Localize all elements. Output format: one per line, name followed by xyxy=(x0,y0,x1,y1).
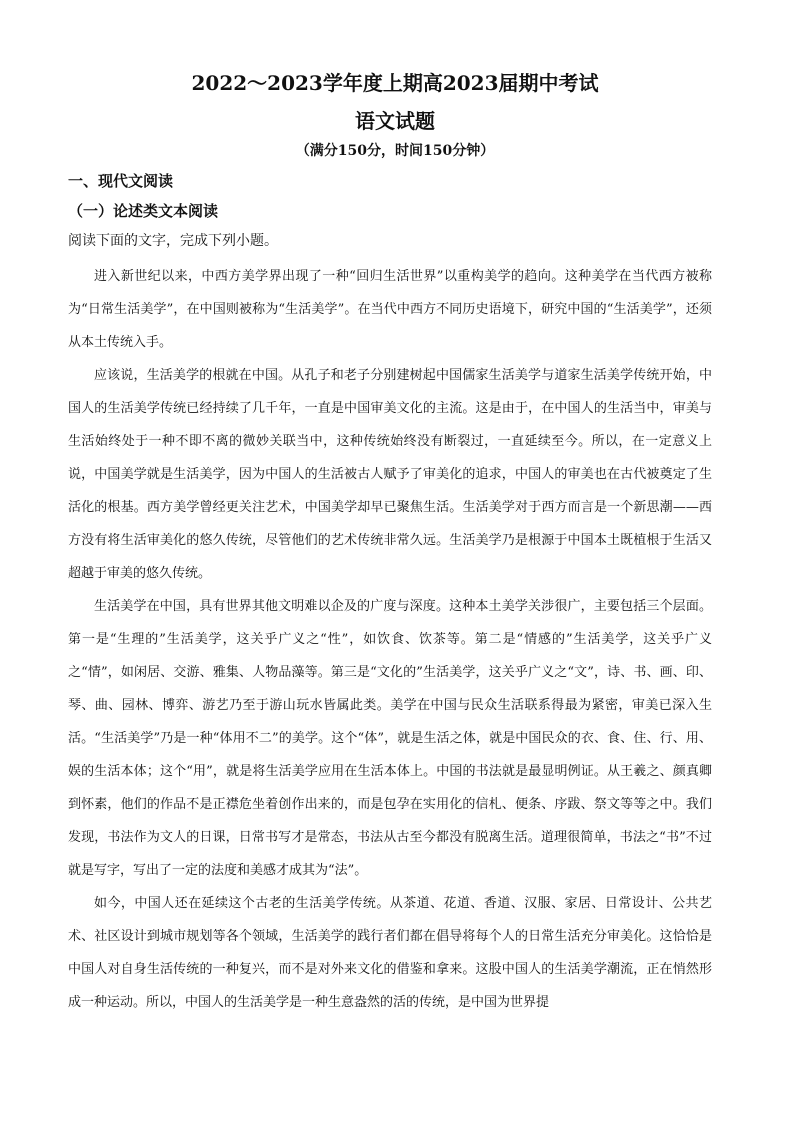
section-heading: 一、现代文阅读 xyxy=(68,172,174,190)
subsection-heading: （一）论述类文本阅读 xyxy=(68,202,219,220)
passage-paragraph: 如今，中国人还在延续这个古老的生活美学传统。从茶道、花道、香道、汉服、家居、日常设计、公共艺术、社区设计到城市规划等各个领域，生活美学的践行者们都在倡导将每个人的日常生活充分审美化。这恰恰是中国人对自身生活传统的一种复兴，而不是对外来文化的借鉴和拿来。这股中国人的生活美学潮流，正在悄然形成一种运动。所以，中国人的生活美学是一种生意盎然的活的传统，是中国为世界提 xyxy=(68,896,712,1010)
exam-score-time: （满分150分，时间150分钟） xyxy=(295,143,495,159)
passage-paragraph: 进入新世纪以来，中西方美学界出现了一种“回归生活世界”以重构美学的趋向。这种美学在当代西方被称为“日常生活美学”，在中国则被称为“生活美学”。在当代中西方不同历史语境下，研究中国的“生活美学”，还须从本土传统入手。 xyxy=(68,269,712,350)
passage-paragraph: 应该说，生活美学的根就在中国。从孔子和老子分别建树起中国儒家生活美学与道家生活美学传统开始，中国人的生活美学传统已经持续了几千年，一直是中国审美文化的主流。这是由于，在中国人的生活当中，审美与生活始终处于一种不即不离的微妙关联当中，这种传统始终没有断裂过，一直延续至今。所以，在一定意义上说，中国美学就是生活美学，因为中国人的生活被古人赋予了审美化的追求，中国人的审美也在古代被奠定了生活化的根基。西方美学曾经更关注艺术，中国美学却早已聚焦生活。生活美学对于西方而言是一个新思潮——西方没有将生活审美化的悠久传统，尽管他们的艺术传统非常久远。生活美学乃是根源于中国本土既植根于生活又超越于审美的悠久传统。 xyxy=(68,368,712,581)
exam-title: 2022～2023学年度上期高2023届期中考试 xyxy=(191,71,599,95)
reading-instruction: 阅读下面的文字，完成下列小题。 xyxy=(68,233,278,249)
reading-passage xyxy=(68,260,712,1019)
passage-paragraph: 生活美学在中国，具有世界其他文明难以企及的广度与深度。这种本土美学关涉很广，主要包括三个层面。第一是“生理的”生活美学，这关乎广义之“性”，如饮食、饮茶等。第二是“情感的”生活美学，这关乎广义之“情”，如闲居、交游、雅集、人物品藻等。第三是“文化的”生活美学，这关乎广义之“文”，诗、书、画、印、琴、曲、园林、博弈、游艺乃至于游山玩水皆属此类。美学在中国与民众生活联系得最为紧密，审美已深入生活。“生活美学”乃是一种“体用不二”的美学。这个“体”，就是生活之体，就是中国民众的衣、食、住、行、用、娱的生活本体；这个“用”，就是将生活美学应用在生活本体上。中国的书法就是最显明例证。从王羲之、颜真卿到怀素，他们的作品不是正襟危坐着创作出来的，而是包孕在实用化的信札、便条、序跋、祭文等等之中。我们发现，书法作为文人的日课，日常书写才是常态，书法从古至今都没有脱离生活。道理很简单，书法之“书”不过就是写字，写出了一定的法度和美感才成其为“法”。 xyxy=(68,599,712,878)
exam-subject-title: 语文试题 xyxy=(355,109,435,133)
